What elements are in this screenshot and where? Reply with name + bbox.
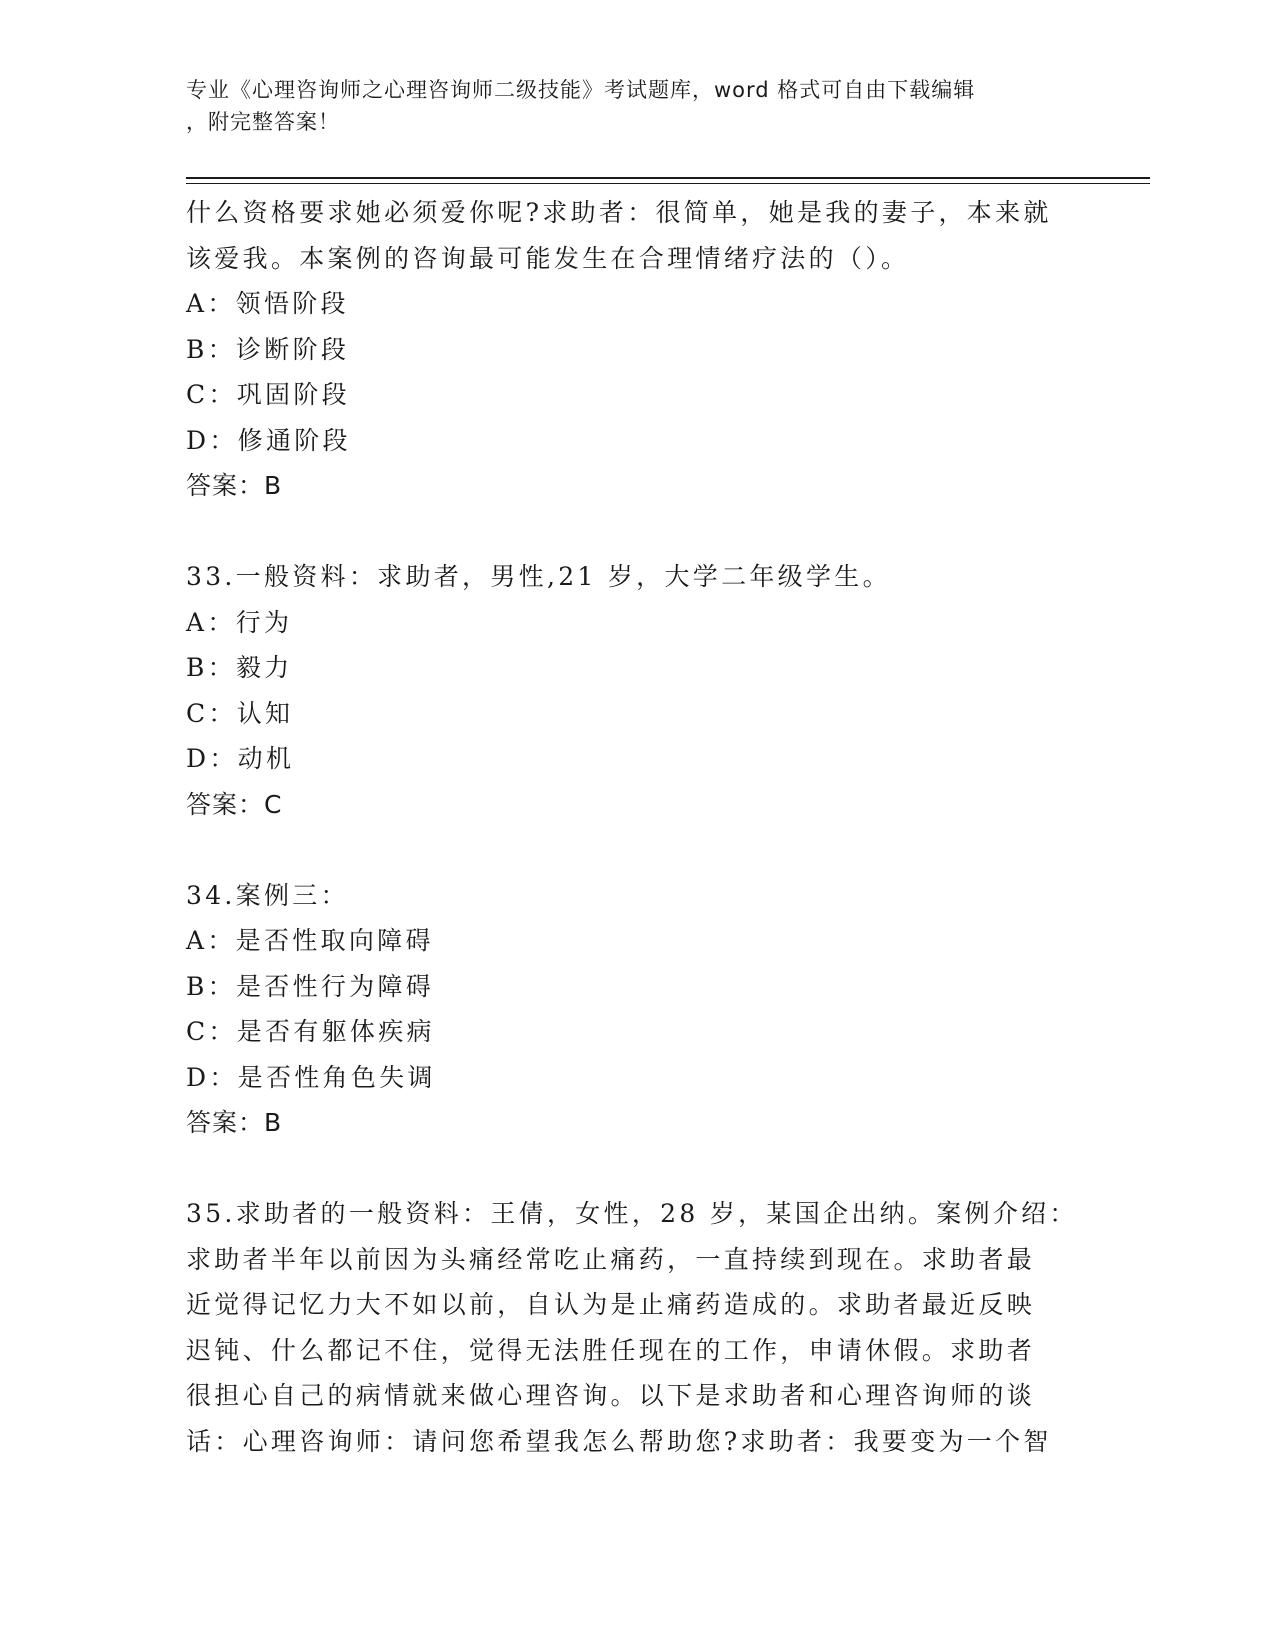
spacer — [186, 827, 1086, 873]
option-c: C：巩固阶段 — [186, 380, 350, 409]
option-a: A：行为 — [186, 607, 293, 637]
option-d: D：动机 — [186, 744, 295, 773]
spacer — [186, 509, 1086, 555]
question-33 — [186, 554, 1086, 827]
answer-line: 答案：B — [186, 1108, 283, 1137]
option-b: B：诊断阶段 — [186, 334, 350, 364]
document-body — [186, 190, 1086, 1464]
header-line-2: ，附完整答案！ — [186, 110, 340, 134]
question-stem-line: 35.求助者的一般资料：王倩，女性，28 岁，某国企出纳。案例介绍： — [186, 1199, 1078, 1228]
document-header — [186, 74, 1066, 138]
question-stem-line: 该爱我。本案例的咨询最可能发生在合理情绪疗法的（）。 — [186, 243, 910, 273]
option-b: B：是否性行为障碍 — [186, 971, 435, 1001]
header-rule-thick — [186, 177, 1150, 179]
spacer — [186, 1146, 1086, 1192]
header-rule-thin — [186, 183, 1150, 184]
question-stem-line: 很担心自己的病情就来做心理咨询。以下是求助者和心理咨询师的谈 — [186, 1381, 1036, 1410]
question-32 — [186, 190, 1086, 509]
question-stem-line: 34.案例三： — [186, 880, 349, 910]
option-a: A：是否性取向障碍 — [186, 926, 434, 955]
question-stem-line: 求助者半年以前因为头痛经常吃止痛药，一直持续到现在。求助者最 — [186, 1244, 1036, 1274]
option-b: B：毅力 — [186, 653, 293, 682]
header-line-1: 专业《心理咨询师之心理咨询师二级技能》考试题库，word 格式可自由下载编辑 — [186, 78, 976, 102]
question-stem-line: 迟钝、什么都记不住，觉得无法胜任现在的工作，申请休假。求助者 — [186, 1335, 1036, 1365]
option-a: A：领悟阶段 — [186, 289, 349, 318]
question-stem-line: 什么资格要求她必须爱你呢?求助者：很简单，她是我的妻子，本来就 — [186, 198, 1052, 227]
question-stem-line: 33.一般资料：求助者，男性,21 岁，大学二年级学生。 — [186, 562, 891, 591]
question-35 — [186, 1191, 1086, 1464]
option-c: C：认知 — [186, 698, 294, 728]
option-d: D：修通阶段 — [186, 425, 351, 455]
option-c: C：是否有躯体疾病 — [186, 1017, 435, 1046]
question-34 — [186, 873, 1086, 1146]
question-stem-line: 话：心理咨询师：请问您希望我怎么帮助您?求助者：我要变为一个智 — [186, 1426, 1052, 1456]
question-stem-line: 近觉得记忆力大不如以前，自认为是止痛药造成的。求助者最近反映 — [186, 1290, 1036, 1319]
option-d: D：是否性角色失调 — [186, 1062, 436, 1092]
answer-line: 答案：C — [186, 789, 283, 819]
answer-line: 答案：B — [186, 471, 283, 500]
